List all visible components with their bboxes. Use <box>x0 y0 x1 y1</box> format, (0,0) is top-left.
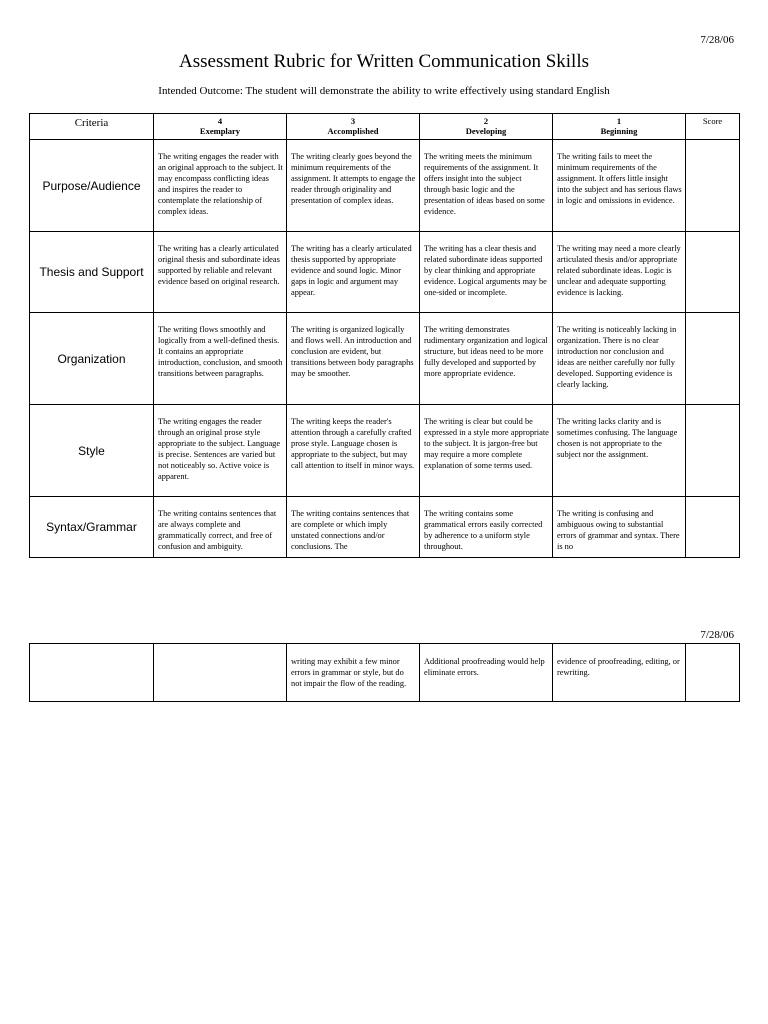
score-cell[interactable] <box>686 140 740 232</box>
level-number: 3 <box>350 116 356 126</box>
rubric-cell: The writing keeps the reader's attention through a carefully crafted prose style. Language chosen is appropriate to the subject, but may call attention to itself in minor ways. <box>287 405 420 497</box>
rubric-cell: The writing may need a more clearly articulated thesis and/or appropriate related subordinate ideas. Logic is unclear and adequate supporting evidence is lacking. <box>553 232 686 313</box>
table-row <box>30 140 740 232</box>
rubric-cell: The writing flows smoothly and logically from a well-defined thesis. It contains an appropriate introduction, conclusion, and smooth transitions between paragraphs. <box>154 313 287 405</box>
level-header-exemplary <box>154 114 287 140</box>
score-cell[interactable] <box>686 232 740 313</box>
rubric-cell: The writing lacks clarity and is sometimes confusing. The language chosen is not appropriate to the subject nor the assignment. <box>553 405 686 497</box>
rubric-cell: The writing is organized logically and flows well. An introduction and conclusion are evident, but transitions between body paragraphs may be smoother. <box>287 313 420 405</box>
rubric-cell: The writing contains sentences that are always complete and grammatically correct, and free of confusion and ambiguity. <box>154 497 287 558</box>
score-cell[interactable] <box>686 313 740 405</box>
rubric-cell: The writing has a clearly articulated thesis supported by appropriate evidence and sound logic. Minor gaps in logic and argument may appear. <box>287 232 420 313</box>
rubric-cell: The writing contains some grammatical errors easily corrected by adherence to a uniform style throughout. <box>420 497 553 558</box>
level-label: Accomplished <box>327 126 379 136</box>
continuation-cell <box>154 644 287 702</box>
level-label: Beginning <box>600 126 638 136</box>
criterion-label: Syntax/Grammar <box>30 497 154 558</box>
level-number: 4 <box>217 116 223 126</box>
table-row <box>30 644 740 702</box>
level-number: 2 <box>483 116 489 126</box>
rubric-cell: The writing engages the reader through an original prose style appropriate to the subject. Language is precise. Sentences are varied but not noticeably so. Active voice is apparent. <box>154 405 287 497</box>
score-cell[interactable] <box>686 497 740 558</box>
rubric-cell: The writing is clear but could be expressed in a style more appropriate to the subject. It is jargon-free but may require a more complete explanation of some terms used. <box>420 405 553 497</box>
page-date: 7/28/06 <box>700 34 734 46</box>
table-row <box>30 497 740 558</box>
continuation-table <box>29 643 740 702</box>
level-header-beginning <box>553 114 686 140</box>
level-label: Exemplary <box>199 126 241 136</box>
criteria-header: Criteria <box>30 114 154 140</box>
continuation-cell: writing may exhibit a few minor errors in grammar or style, but do not impair the flow of the reading. <box>287 644 420 702</box>
rubric-cell: The writing is confusing and ambiguous owing to substantial errors of grammar and syntax. There is no <box>553 497 686 558</box>
table-row <box>30 405 740 497</box>
rubric-cell: The writing has a clearly articulated original thesis and subordinate ideas supported by reliable and relevant evidence based on original research. <box>154 232 287 313</box>
level-number: 1 <box>616 116 622 126</box>
criterion-label: Style <box>30 405 154 497</box>
rubric-cell: The writing is noticeably lacking in organization. There is no clear introduction nor conclusion and ideas are neither carefully nor fully developed. Supporting evidence is clearly lacking. <box>553 313 686 405</box>
intended-outcome: Intended Outcome: The student will demonstrate the ability to write effectively using standard English <box>158 85 610 97</box>
criterion-label: Thesis and Support <box>30 232 154 313</box>
score-header: Score <box>686 114 740 140</box>
table-row <box>30 232 740 313</box>
criterion-label: Organization <box>30 313 154 405</box>
rubric-cell: The writing fails to meet the minimum requirements of the assignment. It offers little insight into the subject and has serious flaws in logic and omissions in evidence. <box>553 140 686 232</box>
rubric-cell: The writing contains sentences that are complete or which imply unstated connections and/or conclusions. The <box>287 497 420 558</box>
score-cell[interactable] <box>686 644 740 702</box>
score-cell[interactable] <box>686 405 740 497</box>
rubric-table <box>29 113 740 558</box>
continuation-cell: evidence of proofreading, editing, or rewriting. <box>553 644 686 702</box>
rubric-cell: The writing engages the reader with an original approach to the subject. It may encompass conflicting ideas and inspires the reader to contemplate the relationship of complex ideas. <box>154 140 287 232</box>
criterion-label: Purpose/Audience <box>30 140 154 232</box>
table-header-row <box>30 114 740 140</box>
rubric-cell: The writing demonstrates rudimentary organization and logical structure, but ideas need to be more fully developed and supported by more appropriate evidence. <box>420 313 553 405</box>
rubric-cell: The writing has a clear thesis and related subordinate ideas supported by clear thinking and appropriate evidence. Logical arguments may be one-sided or incomplete. <box>420 232 553 313</box>
continuation-cell: Additional proofreading would help eliminate errors. <box>420 644 553 702</box>
level-label: Developing <box>465 126 507 136</box>
table-row <box>30 313 740 405</box>
rubric-cell: The writing clearly goes beyond the minimum requirements of the assignment. It attempts to engage the reader through originality and presentation of complex ideas. <box>287 140 420 232</box>
rubric-cell: The writing meets the minimum requirements of the assignment. It offers insight into the subject through basic logic and the presentation of ideas based on some evidence. <box>420 140 553 232</box>
page-title: Assessment Rubric for Written Communication Skills <box>179 51 589 72</box>
continuation-date: 7/28/06 <box>700 629 734 641</box>
level-header-accomplished <box>287 114 420 140</box>
continuation-cell <box>30 644 154 702</box>
level-header-developing <box>420 114 553 140</box>
